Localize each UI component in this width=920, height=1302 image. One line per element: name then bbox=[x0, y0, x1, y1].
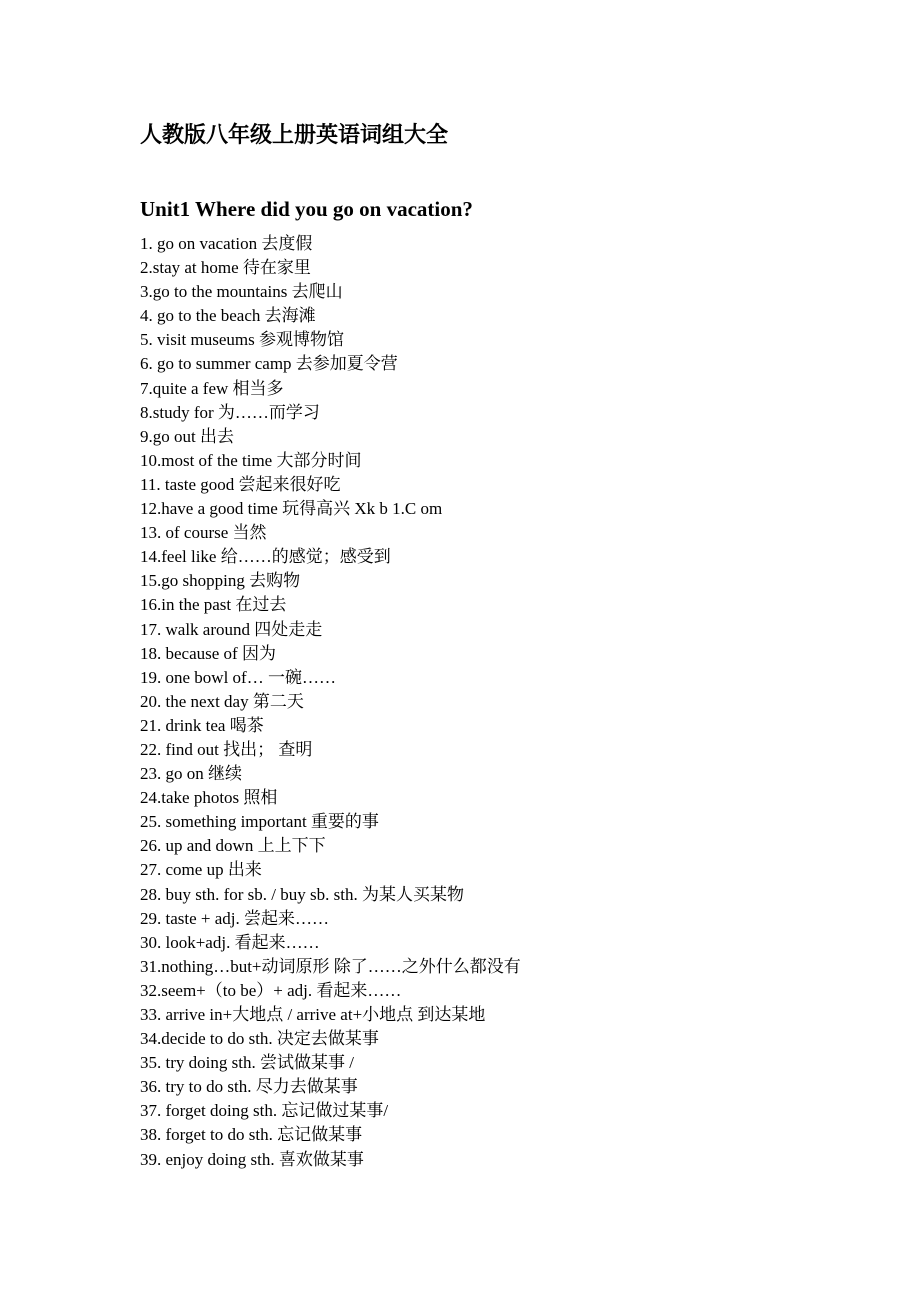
phrase-item: 38. forget to do sth. 忘记做某事 bbox=[140, 1125, 363, 1145]
phrase-item: 20. the next day 第二天 bbox=[140, 691, 304, 711]
phrase-item: 23. go on 继续 bbox=[140, 764, 242, 784]
phrase-item: 6. go to summer camp 去参加夏令营 bbox=[140, 354, 398, 374]
phrase-item: 25. something important 重要的事 bbox=[140, 812, 379, 832]
phrase-item: 8.study for 为……而学习 bbox=[140, 402, 320, 422]
unit-heading: Unit1 Where did you go on vacation? bbox=[140, 197, 473, 221]
phrase-item: 37. forget doing sth. 忘记做过某事/ bbox=[140, 1101, 389, 1121]
phrase-item: 18. because of 因为 bbox=[140, 643, 276, 663]
phrase-item: 2.stay at home 待在家里 bbox=[140, 258, 311, 278]
phrase-item: 14.feel like 给……的感觉；感受到 bbox=[140, 547, 391, 567]
phrase-item: 15.go shopping 去购物 bbox=[140, 571, 301, 591]
phrase-item: 32.seem+（to be）+ adj. 看起来…… bbox=[140, 980, 402, 1000]
phrase-item: 36. try to do sth. 尽力去做某事 bbox=[140, 1077, 358, 1097]
phrase-item: 31.nothing…but+动词原形 除了……之外什么都没有 bbox=[140, 956, 521, 976]
phrase-item: 12.have a good time 玩得高兴 Xk b 1.C om bbox=[140, 499, 443, 519]
phrase-item: 34.decide to do sth. 决定去做某事 bbox=[140, 1029, 379, 1049]
phrase-item: 26. up and down 上上下下 bbox=[140, 836, 326, 856]
phrase-item: 11. taste good 尝起来很好吃 bbox=[140, 474, 341, 494]
phrase-item: 13. of course 当然 bbox=[140, 523, 267, 543]
phrase-item: 10.most of the time 大部分时间 bbox=[140, 450, 362, 470]
phrase-item: 27. come up 出来 bbox=[140, 860, 262, 880]
phrase-item: 24.take photos 照相 bbox=[140, 788, 278, 808]
phrase-item: 16.in the past 在过去 bbox=[140, 595, 287, 615]
phrase-item: 17. walk around 四处走走 bbox=[140, 619, 323, 639]
phrase-item: 39. enjoy doing sth. 喜欢做某事 bbox=[140, 1149, 364, 1169]
phrase-item: 30. look+adj. 看起来…… bbox=[140, 932, 320, 952]
phrase-item: 35. try doing sth. 尝试做某事 / bbox=[140, 1053, 354, 1073]
phrase-item: 29. taste + adj. 尝起来…… bbox=[140, 908, 330, 928]
phrase-item: 1. go on vacation 去度假 bbox=[140, 234, 313, 253]
phrase-item: 22. find out 找出； 查明 bbox=[140, 739, 313, 759]
phrase-item: 28. buy sth. for sb. / buy sb. sth. 为某人买某物 bbox=[140, 884, 464, 904]
phrase-item: 3.go to the mountains 去爬山 bbox=[140, 282, 343, 302]
phrase-item: 19. one bowl of… 一碗…… bbox=[140, 667, 336, 687]
phrase-item: 7.quite a few 相当多 bbox=[140, 378, 284, 398]
phrase-item: 4. go to the beach 去海滩 bbox=[140, 306, 316, 326]
document-title: 人教版八年级上册英语词组大全 bbox=[140, 122, 449, 147]
phrase-list bbox=[140, 232, 521, 1172]
phrase-item: 9.go out 出去 bbox=[140, 426, 234, 446]
phrase-item: 5. visit museums 参观博物馆 bbox=[140, 330, 345, 350]
phrase-item: 33. arrive in+大地点 / arrive at+小地点 到达某地 bbox=[140, 1005, 486, 1024]
phrase-item: 21. drink tea 喝茶 bbox=[140, 715, 264, 735]
